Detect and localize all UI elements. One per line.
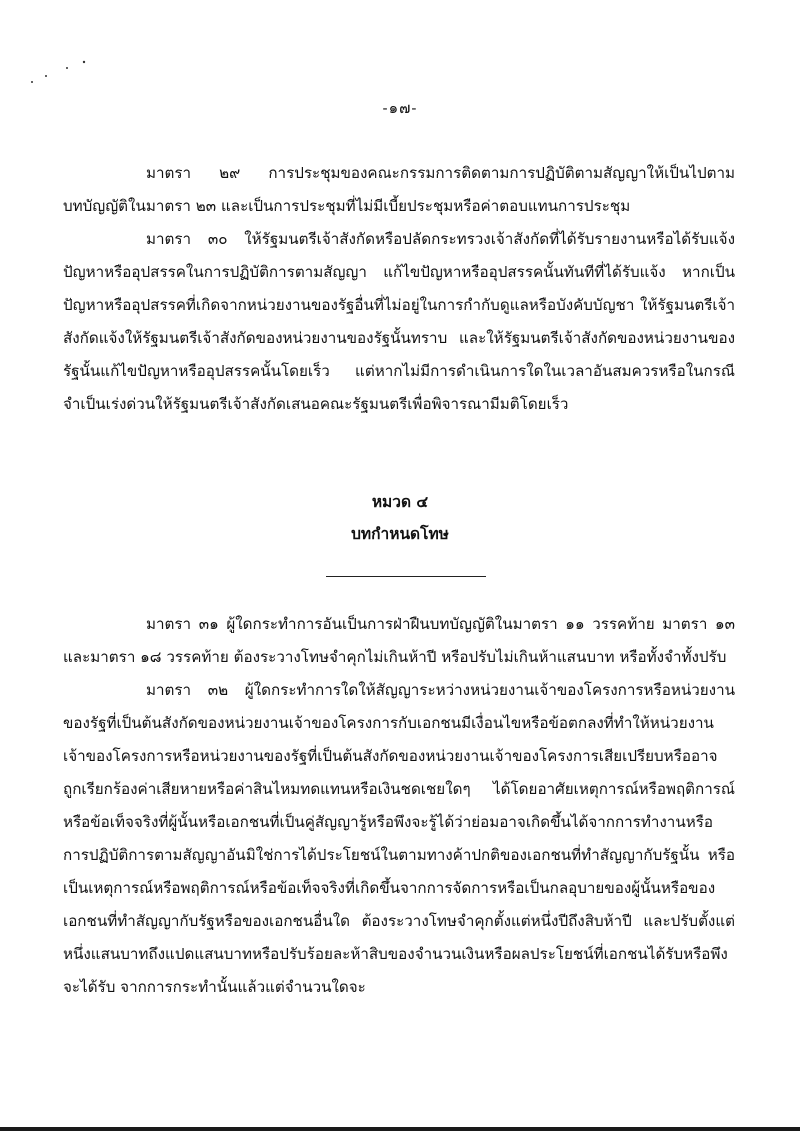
chapter-title: บทกำหนดโทษ	[351, 524, 449, 543]
section-30-paragraph: มาตรา ๓๐ ให้รัฐมนตรีเจ้าสังกัดหรือปลัดกระทรวงเจ้าสังกัดที่ได้รับรายงานหรือได้รับแจ้งปัญหาหรืออุปสรรคในการปฏิบัติการตามสัญญา แก้ไขปัญหาหรืออุปสรรคนั้นทันทีที่ได้รับแจ้ง หากเป็นปัญหาหรืออุปสรรคที่เกิดจากหน่วยงานของรัฐอื่นที่ไม่อยู่ในการกำกับดูแลหรือบังคับบัญชา ให้รัฐมนตรีเจ้าสังกัดแจ้งให้รัฐมนตรีเจ้าสังกัดของหน่วยงานของรัฐนั้นทราบ และให้รัฐมนตรีเจ้าสังกัดของหน่วยงานของรัฐนั้นแก้ไขปัญหาหรืออุปสรรคนั้นโดยเร็ว แต่หากไม่มีการดำเนินการใดในเวลาอันสมควรหรือในกรณีจำเป็นเร่งด่วนให้รัฐมนตรีเจ้าสังกัดเสนอคณะรัฐมนตรีเพื่อพิจารณามีมติโดยเร็ว	[63, 230, 735, 413]
section-group-1	[63, 157, 735, 421]
chapter-number: หมวด ๔	[371, 492, 429, 511]
section-29-paragraph: มาตรา ๒๙ การประชุมของคณะกรรมการติดตามการปฏิบัติตามสัญญาให้เป็นไปตามบทบัญญัติในมาตรา ๒๓ และเป็นการประชุมที่ไม่มีเบี้ยประชุมหรือค่าตอบแทนการประชุม	[63, 164, 735, 215]
section-31-paragraph: มาตรา ๓๑ ผู้ใดกระทำการอันเป็นการฝ่าฝืนบทบัญญัติในมาตรา ๑๑ วรรคท้าย มาตรา ๑๓ และมาตรา ๑๘ วรรคท้าย ต้องระวางโทษจำคุกไม่เกินห้าปี หรือปรับไม่เกินห้าแสนบาท หรือทั้งจำทั้งปรับ	[63, 615, 735, 666]
page-number: -๑๗-	[382, 99, 418, 117]
section-32-paragraph: มาตรา ๓๒ ผู้ใดกระทำการใดให้สัญญาระหว่างหน่วยงานเจ้าของโครงการหรือหน่วยงานของรัฐที่เป็นต้นสังกัดของหน่วยงานเจ้าของโครงการกับเอกชนมีเงื่อนไขหรือข้อตกลงที่ทำให้หน่วยงานเจ้าของโครงการหรือหน่วยงานของรัฐที่เป็นต้นสังกัดของหน่วยงานเจ้าของโครงการเสียเปรียบหรืออาจถูกเรียกร้องค่าเสียหายหรือค่าสินไหมทดแทนหรือเงินชดเชยใดๆ ได้โดยอาศัยเหตุการณ์หรือพฤติการณ์หรือข้อเท็จจริงที่ผู้นั้นหรือเอกชนที่เป็นคู่สัญญารู้หรือพึงจะรู้ได้ว่าย่อมอาจเกิดขึ้นได้จากการทำงานหรือการปฏิบัติการตามสัญญาอันมิใช่การได้ประโยชน์ในตามทางค้าปกติของเอกชนที่ทำสัญญากับรัฐนั้น หรือเป็นเหตุการณ์หรือพฤติการณ์หรือข้อเท็จจริงที่เกิดขึ้นจากการจัดการหรือเป็นกลอุบายของผู้นั้นหรือของเอกชนที่ทำสัญญากับรัฐหรือของเอกชนอื่นใด ต้องระวางโทษจำคุกตั้งแต่หนึ่งปีถึงสิบห้าปี และปรับตั้งแต่หนึ่งแสนบาทถึงแปดแสนบาทหรือปรับร้อยละห้าสิบของจำนวนเงินหรือผลประโยชน์ที่เอกชนได้รับหรือพึงจะได้รับ จากการกระทำนั้นแล้วแต่จำนวนใดจะ	[63, 681, 735, 996]
divider-line	[326, 576, 486, 577]
section-group-2	[63, 608, 735, 1004]
scan-specks	[28, 58, 98, 88]
scan-bottom-edge	[0, 1127, 800, 1131]
